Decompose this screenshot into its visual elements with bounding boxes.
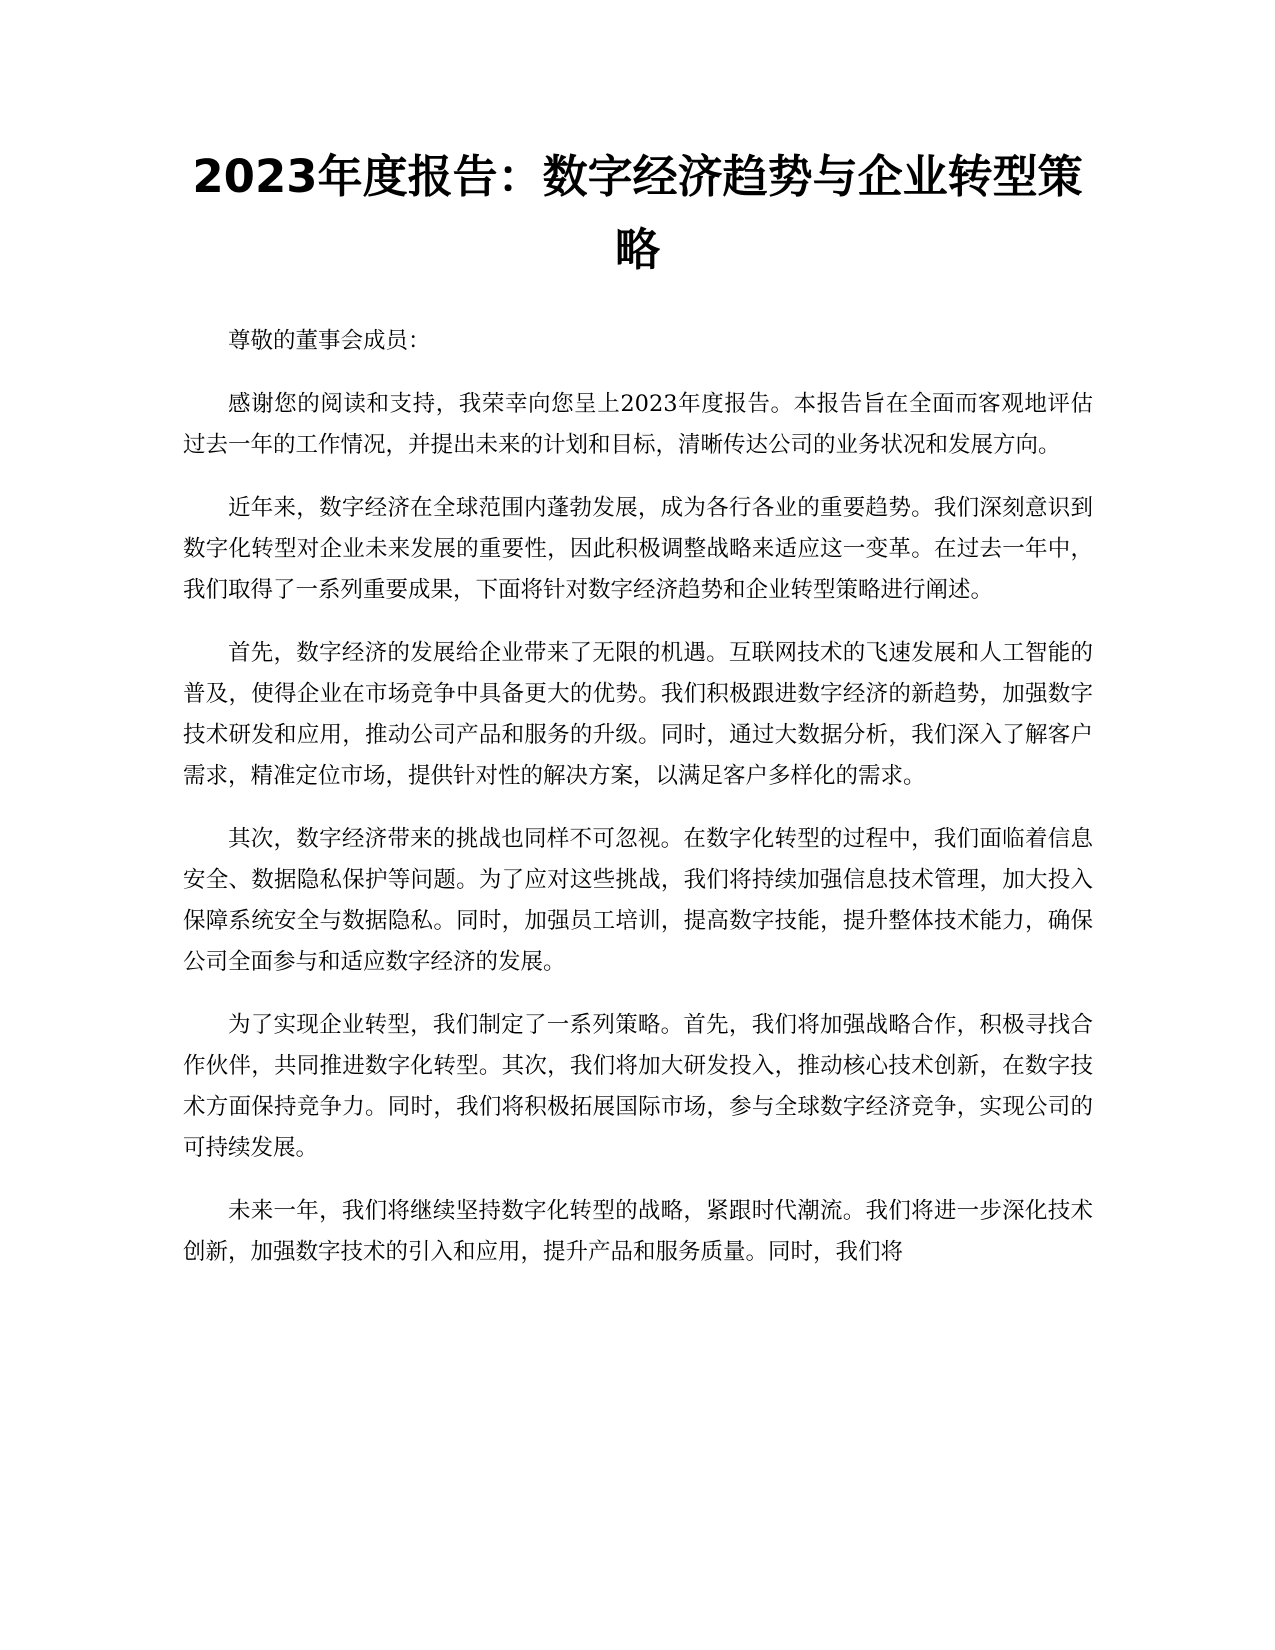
paragraph-2: 近年来，数字经济在全球范围内蓬勃发展，成为各行各业的重要趋势。我们深刻意识到数字化转型对企业未来发展的重要性，因此积极调整战略来适应这一变革。在过去一年中，我们取得了一系列重要成果，下面将针对数字经济趋势和企业转型策略进行阐述。 [183,495,1093,603]
document-title: 2023年度报告：数字经济趋势与企业转型策略 [192,150,1083,276]
document-body [183,321,1093,1295]
paragraph-5: 为了实现企业转型，我们制定了一系列策略。首先，我们将加强战略合作，积极寻找合作伙伴，共同推进数字化转型。其次，我们将加大研发投入，推动核心技术创新，在数字技术方面保持竞争力。同时，我们将积极拓展国际市场，参与全球数字经济竞争，实现公司的可持续发展。 [183,1012,1093,1161]
paragraph-1: 感谢您的阅读和支持，我荣幸向您呈上2023年度报告。本报告旨在全面而客观地评估过去一年的工作情况，并提出未来的计划和目标，清晰传达公司的业务状况和发展方向。 [183,391,1093,458]
paragraph-4: 其次，数字经济带来的挑战也同样不可忽视。在数字化转型的过程中，我们面临着信息安全、数据隐私保护等问题。为了应对这些挑战，我们将持续加强信息技术管理，加大投入保障系统安全与数据隐私。同时，加强员工培训，提高数字技能，提升整体技术能力，确保公司全面参与和适应数字经济的发展。 [183,826,1093,975]
paragraph-6: 未来一年，我们将继续坚持数字化转型的战略，紧跟时代潮流。我们将进一步深化技术创新，加强数字技术的引入和应用，提升产品和服务质量。同时，我们将 [183,1198,1093,1265]
salutation: 尊敬的董事会成员： [228,328,431,354]
paragraph-3: 首先，数字经济的发展给企业带来了无限的机遇。互联网技术的飞速发展和人工智能的普及，使得企业在市场竞争中具备更大的优势。我们积极跟进数字经济的新趋势，加强数字技术研发和应用，推动公司产品和服务的升级。同时，通过大数据分析，我们深入了解客户需求，精准定位市场，提供针对性的解决方案，以满足客户多样化的需求。 [183,640,1093,789]
